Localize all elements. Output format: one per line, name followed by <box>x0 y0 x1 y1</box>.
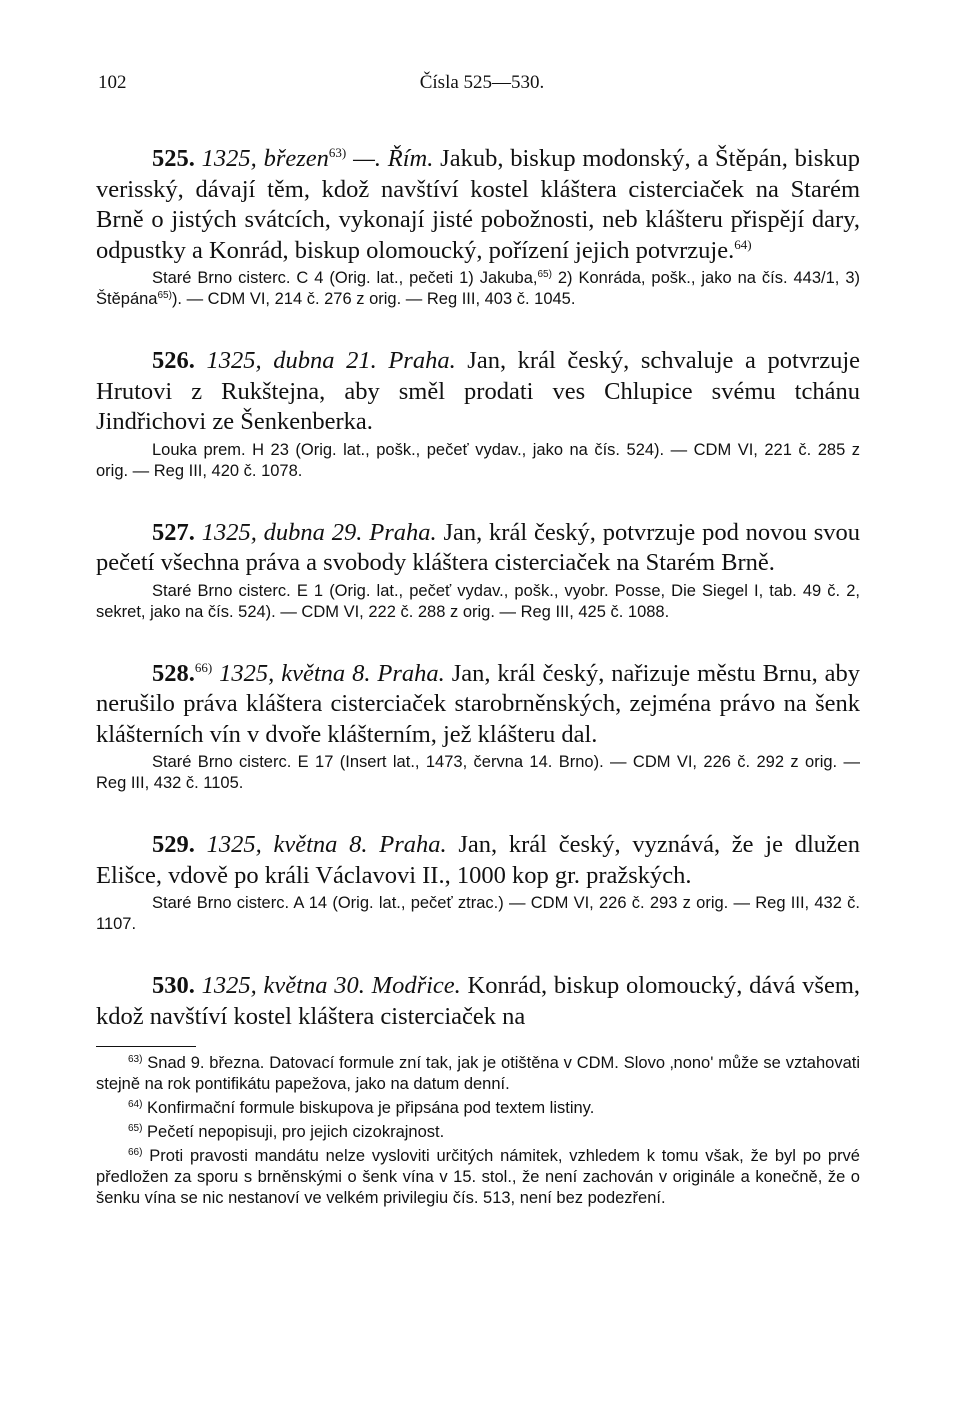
source-part: Staré Brno cisterc. C 4 (Orig. lat., pečeti 1) Jakuba, <box>152 269 538 287</box>
entry-text <box>96 830 860 891</box>
footnote-mark: 65) <box>128 1123 143 1134</box>
footnote-ref: 63) <box>328 145 347 160</box>
entry-source: Staré Brno cisterc. E 1 (Orig. lat., pečeť vydav., pošk., vyobr. Posse, Die Siegel I, tab. 49 č. 2, sekret, jako na čís. 524). — CDM VI, 222 č. 288 z orig. — Reg III, 425 č. 1088. <box>96 581 860 621</box>
footnote-divider <box>96 1046 196 1047</box>
entry-number: 526. <box>152 347 195 374</box>
source-part: ). — CDM VI, 214 č. 276 z orig. — Reg III, 403 č. 1045. <box>171 290 576 308</box>
entry-place: Praha. <box>379 831 447 858</box>
entry-text <box>96 971 860 1032</box>
entry-number: 525. <box>152 145 195 172</box>
entry-date: 1325, březen <box>201 145 329 172</box>
entry-text <box>96 659 860 751</box>
footnote-ref: 66) <box>194 659 213 675</box>
entry-text <box>96 144 860 266</box>
entry-text <box>96 518 860 579</box>
footnote-mark: 66) <box>128 1147 143 1158</box>
entry-text <box>96 346 860 438</box>
entry-number: 529. <box>152 831 195 858</box>
footnote-mark: 64) <box>128 1099 143 1110</box>
entry-place: Modřice. <box>371 972 461 999</box>
entry-source <box>96 268 860 310</box>
entry-528 <box>96 659 860 795</box>
source-part: 2) Konráda, pošk., jako na čís. 443/1, 3) Štěpána <box>96 269 860 308</box>
entry-526 <box>96 346 860 482</box>
footnote-66 <box>96 1146 860 1209</box>
footnotes <box>96 1053 860 1209</box>
footnote-text: Konfirmační formule biskupova je připsána pod textem listiny. <box>142 1099 595 1117</box>
page-number: 102 <box>98 72 127 93</box>
entry-date: 1325, dubna 29. <box>201 518 363 546</box>
entry-number: 527. <box>152 518 195 546</box>
entry-summary: Konrád, biskup olomoucký, dává všem, kdož navštíví kostel kláštera cisterciaček na <box>96 972 861 1030</box>
footnote-text: Snad 9. března. Datovací formule zní tak, jak je otištěna v CDM. Slovo ‚nono' může se vztahovati stejně na rok pontifikátu papežova, jako na datum denní. <box>96 1054 860 1093</box>
entry-number: 528. <box>152 659 195 687</box>
entry-summary: Jan, král český, potvrzuje pod novou svou pečetí všechna práva a svobody kláštera cisterciaček na Starém Brně. <box>96 518 861 576</box>
footnote-ref: 64) <box>734 236 752 252</box>
entry-525 <box>96 144 860 310</box>
entry-summary: Jan, král český, schvaluje a potvrzuje Hrutovi z Rukštejna, aby směl prodati ves Chlupice svému tchánu Jindřichovi ze Šenkenberka. <box>96 347 861 435</box>
footnote-text: Proti pravosti mandátu nelze vysloviti určitých námitek, vzhledem k tomu však, že byl po prvé předložen za sporu s brněnskými o šenk vína v 15. stol., že není zachován v originále a konečně, že o šenku vína se nic nestanoví ve velkém privilegiu čís. 513, není bez podezření. <box>96 1147 860 1207</box>
entry-source: Staré Brno cisterc. A 14 (Orig. lat., pečeť ztrac.) — CDM VI, 226 č. 293 z orig. — Reg III, 432 č. 1107. <box>96 894 860 933</box>
entry-summary: Jan, král český, vyznává, že je dlužen Elišce, vdově po králi Václavovi II., 1000 kop gr. pražských. <box>96 831 861 889</box>
footnote-63 <box>96 1053 860 1095</box>
footnote-text: Pečetí nepopisuji, pro jejich cizokrajnost. <box>142 1123 445 1141</box>
entry-530 <box>96 971 860 1032</box>
entry-529 <box>96 830 860 935</box>
running-title: Čísla 525—530. <box>419 72 545 93</box>
entry-source: Louka prem. H 23 (Orig. lat., pošk., pečeť vydav., jako na čís. 524). — CDM VI, 221 č. 285 z orig. — Reg III, 420 č. 1078. <box>96 440 860 480</box>
entry-place: Praha. <box>388 347 456 374</box>
entry-summary: Jakub, biskup modonský, a Štěpán, biskup verisský, dávají těm, kdož navštíví kostel kláštera cisterciaček na Starém Brně o jistých svátcích, vykonají jisté pobožnosti, neb klášteru přispějí dary, odpustky a Konrád, biskup olomoucký, pořízení jejich potvrzuje. <box>96 145 860 264</box>
entry-date: 1325, května 30. <box>201 972 365 999</box>
page-header <box>96 72 860 108</box>
footnote-65 <box>96 1122 860 1143</box>
entry-place: —. Řím. <box>353 145 434 172</box>
entry-date: 1325, dubna 21. <box>206 347 377 374</box>
footnote-ref: 65) <box>537 269 552 280</box>
footnote-ref: 65) <box>157 290 172 301</box>
footnote-mark: 63) <box>128 1054 143 1065</box>
entry-date: 1325, května 8. <box>219 659 371 687</box>
entry-number: 530. <box>152 972 195 999</box>
entry-date: 1325, května 8. <box>206 831 368 858</box>
entry-place: Praha. <box>369 518 437 546</box>
entry-527 <box>96 518 860 623</box>
footnote-64 <box>96 1098 860 1119</box>
entry-summary: Jan, král český, nařizuje městu Brnu, aby nerušilo práva kláštera cisterciaček starobrněnských, zejména právo na šenk klášterních vín v dvoře klášterním, jež klášteru dal. <box>96 659 860 748</box>
document-page <box>96 72 860 1212</box>
entry-place: Praha. <box>377 659 445 687</box>
entry-source: Staré Brno cisterc. E 17 (Insert lat., 1473, června 14. Brno). — CDM VI, 226 č. 292 z orig. — Reg III, 432 č. 1105. <box>96 753 860 792</box>
